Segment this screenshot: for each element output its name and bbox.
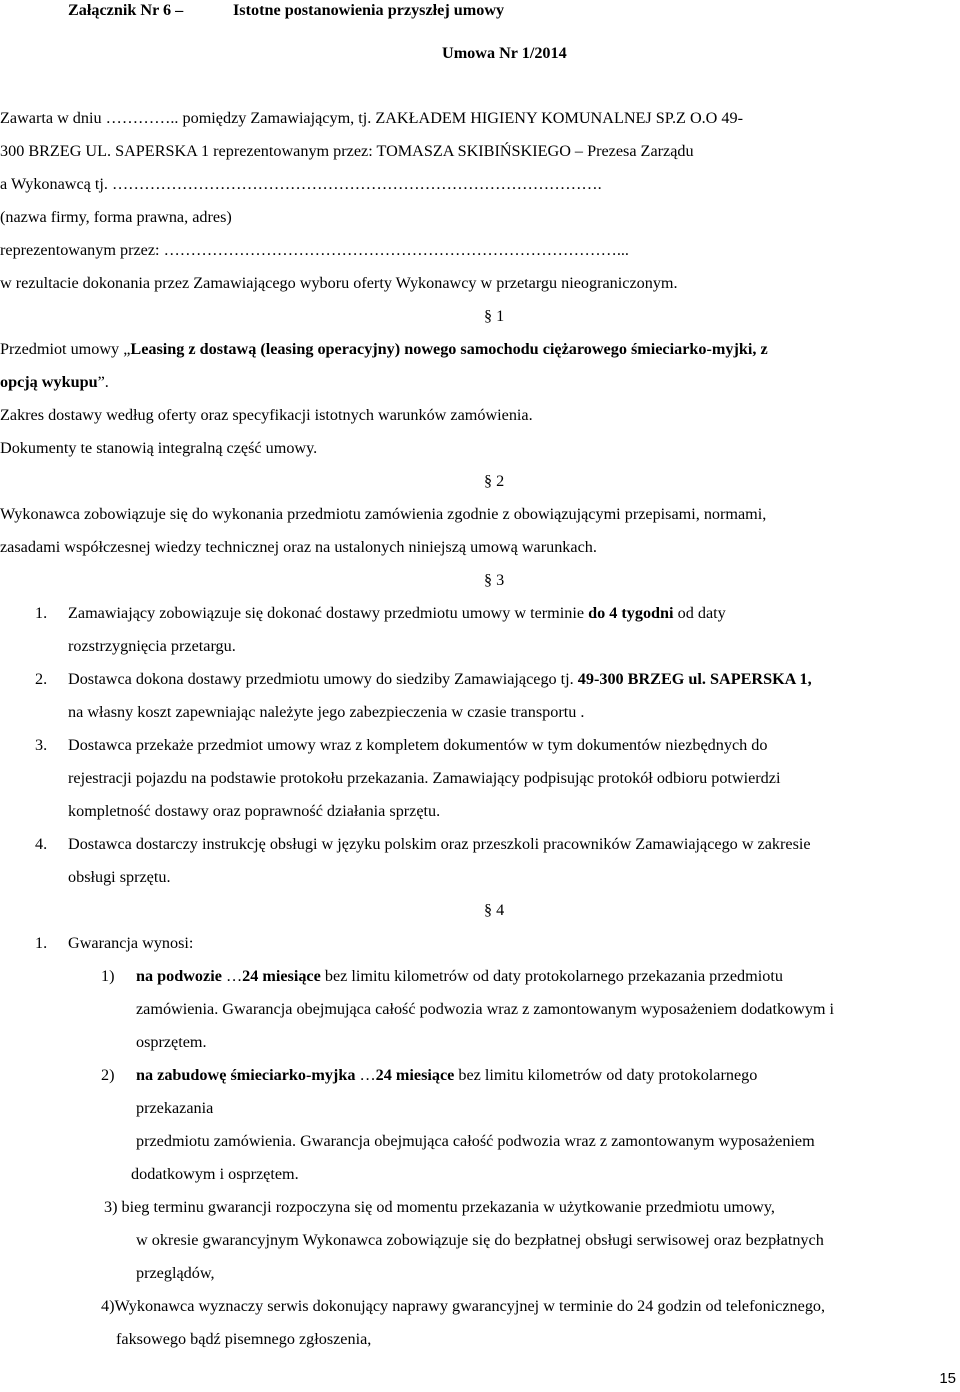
- s4-sub-1-num: 1): [101, 967, 115, 985]
- s4-sub-4-line-2: faksowego bądź pisemnego zgłoszenia,: [116, 1330, 372, 1348]
- s2-line-2: zasadami współczesnej wiedzy technicznej oraz na ustalonych niniejszą umową warunkach.: [0, 538, 597, 556]
- intro-line-1: Zawarta w dniu ………….. pomiędzy Zamawiającym, tj. ZAKŁADEM HIGIENY KOMUNALNEJ SP.Z O.O 49-: [0, 109, 743, 127]
- s4-sub-2-line-3: przedmiotu zamówienia. Gwarancja obejmująca całość podwozia wraz z zamontowanym wyposażeniem: [136, 1132, 815, 1150]
- s1-line-4: Dokumenty te stanowią integralną część umowy.: [0, 439, 318, 457]
- page-number: 15: [939, 1370, 956, 1387]
- s4-sub-3-line-2: w okresie gwarancyjnym Wykonawca zobowiązuje się do bezpłatnej obsługi serwisowej oraz bezpłatnych: [136, 1231, 824, 1249]
- s4-sub-3-line-3: przeglądów,: [136, 1264, 215, 1282]
- s3-item-3-line-3: kompletność dostawy oraz poprawność działania sprzętu.: [68, 802, 441, 820]
- s4-sub-4-line-1: 4)Wykonawca wyznaczy serwis dokonujący naprawy gwarancyjnej w terminie do 24 godzin od telefonicznego,: [101, 1297, 826, 1315]
- annex-label: Załącznik Nr 6 –: [68, 1, 184, 19]
- section-1-heading: § 1: [484, 307, 505, 325]
- s3-item-3-line-1: Dostawca przekaże przedmiot umowy wraz z kompletem dokumentów w tym dokumentów niezbędnych do: [68, 736, 768, 754]
- s4-item-1-num: 1.: [35, 934, 48, 952]
- contract-title: Umowa Nr 1/2014: [442, 44, 567, 62]
- s3-item-4-line-2: obsługi sprzętu.: [68, 868, 171, 886]
- s4-sub-2-line-2: przekazania: [136, 1099, 214, 1117]
- s3-item-1-line-2: rozstrzygnięcia przetargu.: [68, 637, 236, 655]
- s4-sub-2-num: 2): [101, 1066, 115, 1084]
- s2-line-1: Wykonawca zobowiązuje się do wykonania przedmiotu zamówienia zgodnie z obowiązującymi przepisami, normami,: [0, 505, 767, 523]
- intro-line-5: reprezentowanym przez: …………………………………………………………………………...: [0, 241, 629, 259]
- s4-item-1-text: Gwarancja wynosi:: [68, 934, 194, 952]
- s3-item-2-num: 2.: [35, 670, 48, 688]
- section-4-heading: § 4: [484, 901, 505, 919]
- s4-sub-1-line-1: na podwozie …24 miesiące bez limitu kilometrów od daty protokolarnego przekazania przedmiotu: [136, 967, 783, 985]
- s3-item-2-line-1: Dostawca dokona dostawy przedmiotu umowy do siedziby Zamawiającego tj. 49-300 BRZEG ul. SAPERSKA 1,: [68, 670, 812, 688]
- s3-item-3-num: 3.: [35, 736, 48, 754]
- section-2-heading: § 2: [484, 472, 505, 490]
- s1-line-2: opcją wykupu”.: [0, 373, 109, 391]
- section-3-heading: § 3: [484, 571, 505, 589]
- annex-title: Istotne postanowienia przyszłej umowy: [233, 1, 505, 19]
- s3-item-4-num: 4.: [35, 835, 48, 853]
- s4-sub-2-line-1: na zabudowę śmieciarko-myjka …24 miesiące bez limitu kilometrów od daty protokolarnego: [136, 1066, 758, 1084]
- s1-line-1: Przedmiot umowy „Leasing z dostawą (leasing operacyjny) nowego samochodu ciężarowego śmieciarko-myjki, z: [0, 340, 768, 358]
- intro-line-6: w rezultacie dokonania przez Zamawiającego wyboru oferty Wykonawcy w przetargu nieograniczonym.: [0, 274, 678, 292]
- s4-sub-3-line-1: 3) bieg terminu gwarancji rozpoczyna się od momentu przekazania w użytkowanie przedmiotu umowy,: [104, 1198, 775, 1216]
- s3-item-2-line-2: na własny koszt zapewniając należyte jego zabezpieczenia w czasie transportu .: [68, 703, 585, 721]
- s3-item-1-line-1: Zamawiający zobowiązuje się dokonać dostawy przedmiotu umowy w terminie do 4 tygodni od daty: [68, 604, 726, 622]
- s4-sub-1-line-3: osprzętem.: [136, 1033, 207, 1051]
- s3-item-4-line-1: Dostawca dostarczy instrukcję obsługi w języku polskim oraz przeszkoli pracowników Zamawiającego w zakresie: [68, 835, 811, 853]
- intro-line-4: (nazwa firmy, forma prawna, adres): [0, 208, 232, 226]
- intro-line-2: 300 BRZEG UL. SAPERSKA 1 reprezentowanym przez: TOMASZA SKIBIŃSKIEGO – Prezesa Zarządu: [0, 142, 694, 160]
- s1-line-3: Zakres dostawy według oferty oraz specyfikacji istotnych warunków zamówienia.: [0, 406, 533, 424]
- s4-sub-1-line-2: zamówienia. Gwarancja obejmująca całość podwozia wraz z zamontowanym wyposażeniem dodatkowym i: [136, 1000, 835, 1018]
- s4-sub-2-line-4: dodatkowym i osprzętem.: [131, 1165, 299, 1183]
- s3-item-3-line-2: rejestracji pojazdu na podstawie protokołu przekazania. Zamawiający podpisując protokół odbioru potwierdzi: [68, 769, 781, 787]
- s3-item-1-num: 1.: [35, 604, 48, 622]
- intro-line-3: a Wykonawcą tj. ……………………………………………………………………………….: [0, 175, 602, 193]
